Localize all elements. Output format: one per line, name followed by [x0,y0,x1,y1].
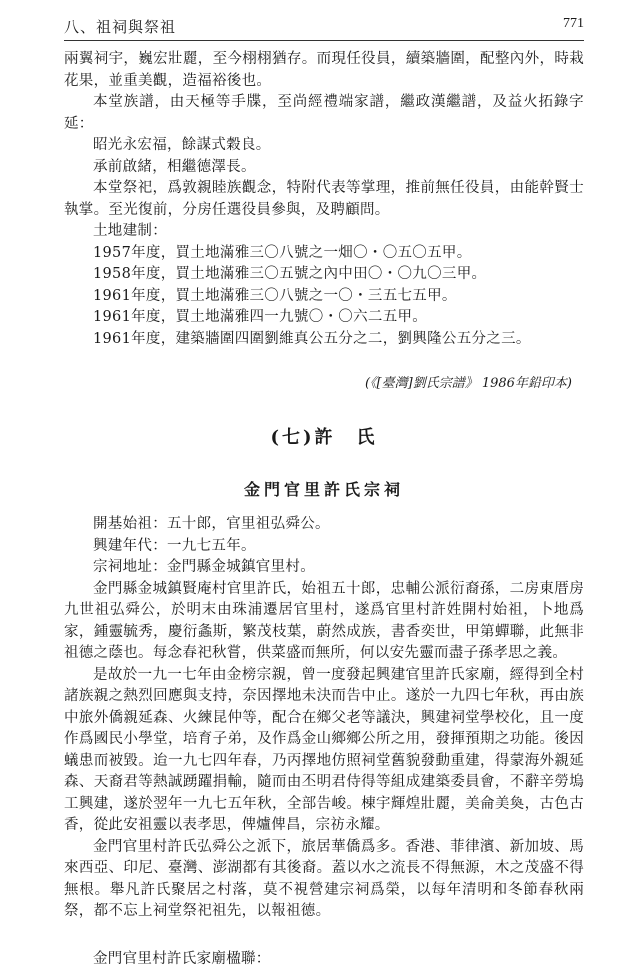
verse-line-1: 昭光永宏福，餘謀式穀良。 [64,135,584,157]
address-line: 宗祠地址：金門縣金城鎮官里村。 [64,557,584,579]
page-number: 771 [563,16,584,32]
land-item: 1958年度，買土地滿雅三〇五號之內中田〇・〇九〇三甲。 [64,264,584,286]
land-heading: 土地建制： [64,221,584,243]
worship-paragraph: 本堂祭祀，爲敦親睦族觀念，特附代表等掌理，推前無任役員，由能幹賢士執掌。至光復前，分房任選役員參與，及聘顧問。 [64,178,584,221]
couplet-heading: 金門官里村許氏家廟楹聯： [64,949,584,970]
land-item: 1961年度，買土地滿雅四一九號〇・〇六二五甲。 [64,307,584,329]
body-paragraph: 金門官里村許氏弘舜公之派下，旅居華僑爲多。香港、菲律濱、新加坡、馬來西亞、印尼、臺灣、澎湖都有其後裔。蓋以水之流長不得無源，木之茂盛不得無根。舉凡許氏聚居之村落，莫不視營建宗祠爲榮，以每年清明和冬節春秋兩祭，都不忘上祠堂祭祀祖先，以報祖德。 [64,837,584,923]
body-paragraph: 金門縣金城鎮賢庵村官里許氏，始祖五十郎，忠輔公派衍裔孫，二房東厝房九世祖弘舜公，於明末由珠浦遷居官里村，遂爲官里村許姓開村始祖，卜地爲家，鍾靈毓秀，慶衍螽斯，繁茂枝葉，蔚然成族，書香奕世，甲第蟬聯，此無非祖德之蔭也。每念春祀秋嘗，供菜盛而無所，何以安先靈而盡子孫孝思之義。 [64,579,584,665]
founder-line: 開基始祖：五十郎，官里祖弘舜公。 [64,514,584,536]
page-header [64,0,584,41]
chapter-title: 八、祖祠與祭祖 [64,16,176,37]
subsection-title: 金門官里許氏宗祠 [64,477,584,500]
source-citation: (《[臺灣]劉氏宗譜》 1986年鉛印本) [64,372,572,391]
continued-paragraph: 兩翼祠宇，巍宏壯麗，至今栩栩猶存。而現任役員，續築牆圍，配整內外，時栽花果，並重美觀，造福裕後也。 [64,49,584,92]
year-line: 興建年代：一九七五年。 [64,536,584,558]
section-title: (七)許 氏 [64,423,584,449]
land-item: 1957年度，買土地滿雅三〇八號之一畑〇・〇五〇五甲。 [64,243,584,265]
genealogy-paragraph: 本堂族譜，由天極等手牒，至尚經禮端家譜，繼政漢繼譜，及益火拓錄字延： [64,92,584,135]
land-item: 1961年度，買土地滿雅三〇八號之一〇・三五七五甲。 [64,286,584,308]
body-paragraph: 是故於一九一七年由金榜宗親，曾一度發起興建官里許氏家廟，經得到全村諸族親之熱烈回應與支持，奈因擇地未決而告中止。遂於一九四七年秋，再由族中旅外僑親延森、火練昆仲等，配合在鄉父老等議決，興建祠堂學校化，且一度作爲國民小學堂，培育子弟，及作爲金山鄉鄉公所之用，發揮預期之功能。後因蟻患而被毀。迨一九七四年春，乃丙擇地仿照祠堂舊貌發動重建，得蒙海外親延森、天裔君等熱誠踴躍捐輸，隨而由丕明君侍得等組成建築委員會，不辭辛勞塢工興建，遂於翌年一九七五年秋，全部告峻。棟宇輝煌壯麗，美侖美奐，古色古香，從此安祖靈以表孝思，俾爐俾昌，宗祊永耀。 [64,665,584,837]
verse-line-2: 承前啟緒，相繼德澤長。 [64,157,584,179]
land-item: 1961年度，建築牆圍四圍劉維真公五分之二，劉興隆公五分之三。 [64,329,584,351]
